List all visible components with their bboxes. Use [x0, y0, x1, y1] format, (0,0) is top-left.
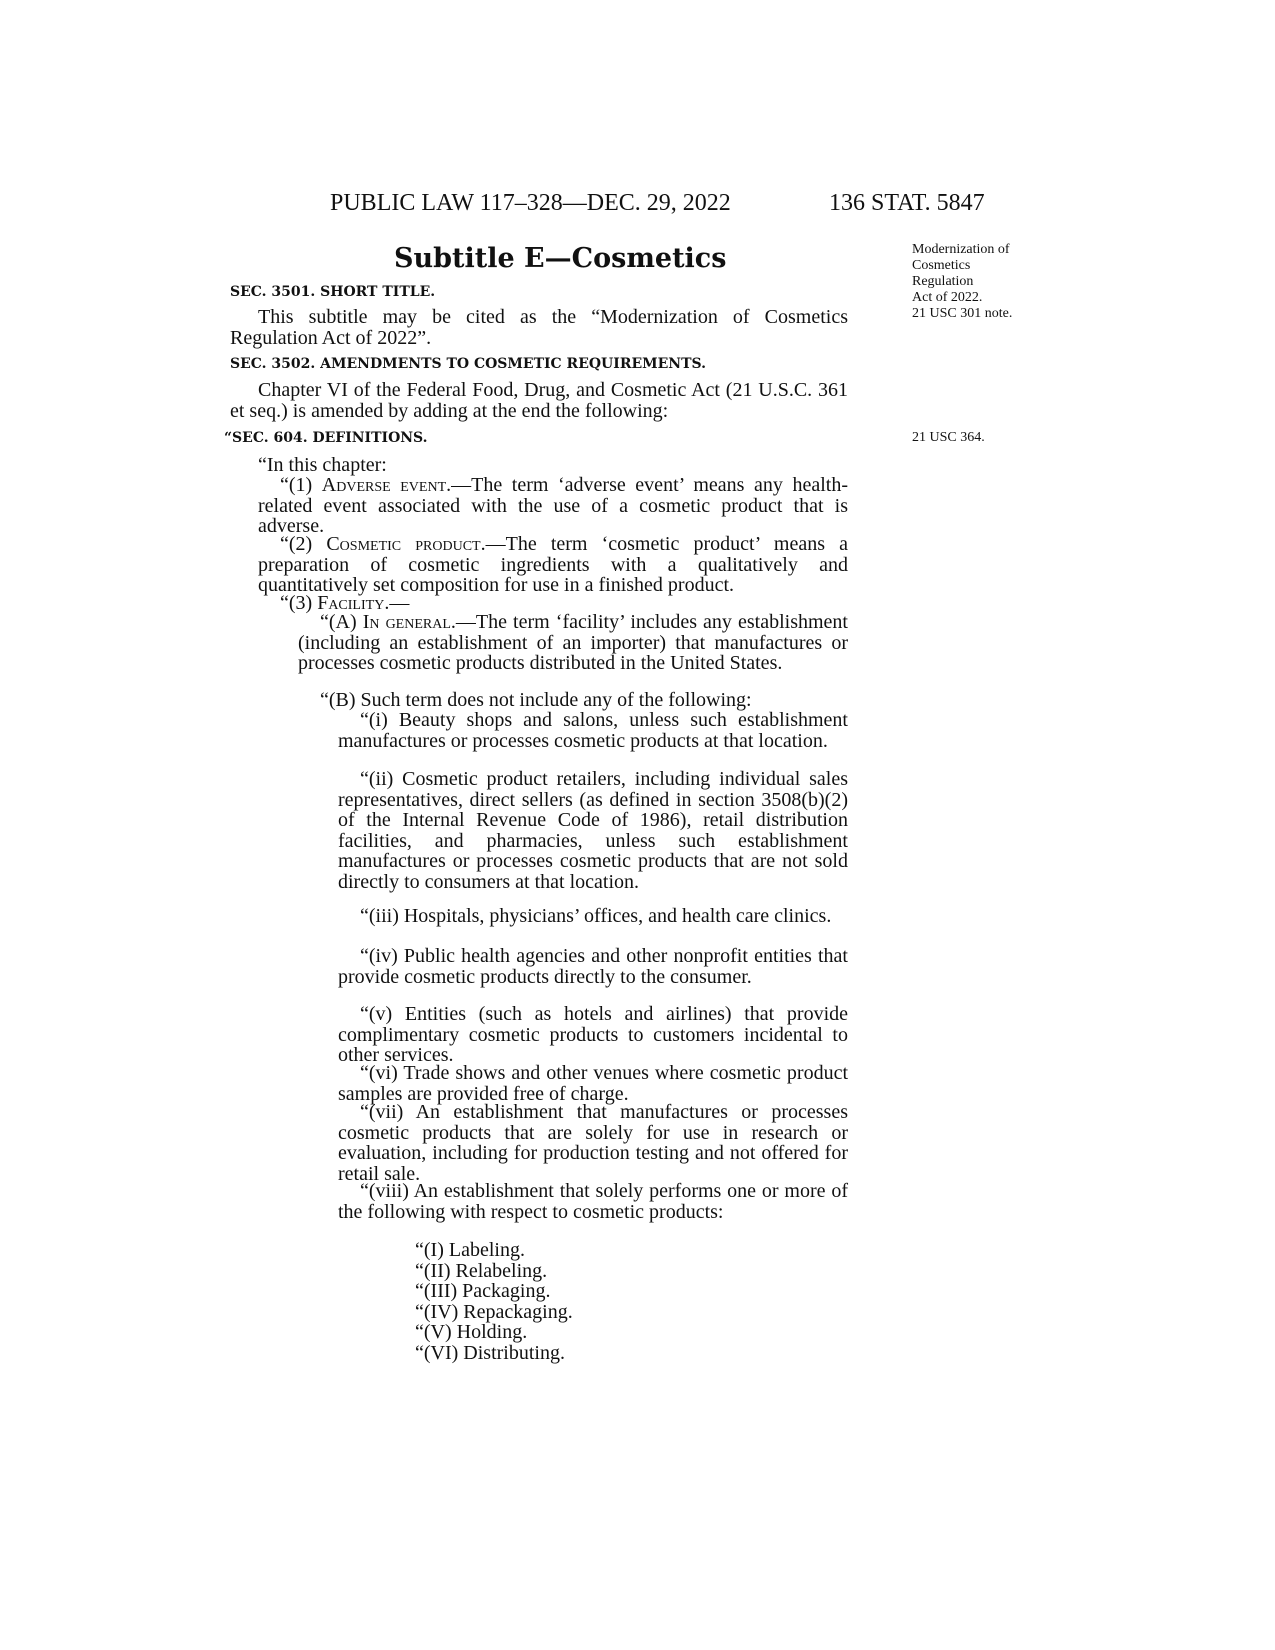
paragraph-1 — [258, 475, 848, 537]
subclause-item: “(IV) Repackaging. — [415, 1300, 573, 1323]
section-3502-heading: SEC. 3502. AMENDMENTS TO COSMETIC REQUIREMENTS. — [230, 356, 706, 372]
margin-note-line: Act of 2022. — [912, 290, 983, 305]
paragraph-3-text: .— — [384, 592, 410, 614]
subclause-item: “(I) Labeling. — [415, 1239, 525, 1261]
subclause-item: “(II) Relabeling. — [415, 1259, 548, 1282]
margin-note-line: Modernization of — [912, 242, 1010, 257]
section-3501-heading: SEC. 3501. SHORT TITLE. — [230, 284, 436, 300]
section-3501-paragraph: This subtitle may be cited as the “Modernization of Cosmetics Regulation Act of 2022”. — [230, 306, 848, 349]
clause-ii: “(ii) Cosmetic product retailers, including individual sales representatives, direct sellers (as defined in section 3508(b)(2) of the Internal Revenue Code of 1986), retail distribution facilities, and pharmacies, unless such establishment manufactures or processes cosmetic products that are not sold directly to consumers at that location. — [338, 768, 848, 893]
clause-iii: “(iii) Hospitals, physicians’ offices, and health care clinics. — [360, 905, 832, 927]
section-3501-text — [230, 306, 848, 349]
margin-note-line: 21 USC 301 note. — [912, 306, 1013, 321]
paragraph-2-number: “(2) — [280, 533, 313, 555]
paragraph-3-caption: Facility — [317, 592, 385, 614]
paragraph-B: “(B) Such term does not include any of the following: — [320, 689, 752, 711]
margin-note-definitions: 21 USC 364. — [912, 430, 985, 445]
clause-viii: “(viii) An establishment that solely performs one or more of the following with respect to cosmetic products: — [338, 1180, 848, 1223]
paragraph-A-number: “(A) — [320, 611, 357, 633]
paragraph-2 — [258, 534, 848, 596]
clause-iv: “(iv) Public health agencies and other nonprofit entities that provide cosmetic products directly to the consumer. — [338, 945, 848, 988]
section-604-heading: “SEC. 604. DEFINITIONS. — [224, 430, 428, 446]
paragraph-A — [298, 612, 848, 674]
subclause-item: “(III) Packaging. — [415, 1280, 551, 1302]
paragraph-1-caption: Adverse event — [321, 474, 447, 496]
page-number: 136 STAT. 5847 — [829, 190, 985, 216]
margin-note-line: Regulation — [912, 274, 974, 289]
clause-v: “(v) Entities (such as hotels and airlines) that provide complimentary cosmetic products to customers incidental to other services. — [338, 1003, 848, 1066]
margin-note-line: Cosmetics — [912, 258, 971, 273]
subclause-list — [415, 1240, 848, 1363]
paragraph-1-text: .—The term ‘adverse event’ means any health-related event associated with the use of a cosmetic product that is adverse. — [258, 474, 848, 537]
margin-note-short-title — [912, 242, 1112, 322]
paragraph-A-caption: In general — [362, 611, 451, 633]
intro-line: “In this chapter: — [258, 454, 387, 476]
subclause-item: “(VI) Distributing. — [415, 1341, 565, 1364]
paragraph-3-number: “(3) — [280, 592, 313, 614]
paragraph-A-text: .—The term ‘facility’ includes any establishment (including an establishment of an importer) that manufactures or processes cosmetic products distributed in the United States. — [298, 611, 848, 674]
paragraph-2-text: .—The term ‘cosmetic product’ means a preparation of cosmetic ingredients with a qualitatively and quantitatively set composition for use in a finished product. — [258, 533, 848, 596]
subclause-item: “(V) Holding. — [415, 1321, 528, 1343]
paragraph-2-caption: Cosmetic product — [326, 533, 481, 555]
subtitle-heading: Subtitle E—Cosmetics — [394, 243, 727, 274]
clause-vi: “(vi) Trade shows and other venues where cosmetic product samples are provided free of charge. — [338, 1062, 848, 1105]
clause-vii: “(vii) An establishment that manufactures or processes cosmetic products that are solely for use in research or evaluation, including for production testing and not offered for retail sale. — [338, 1101, 848, 1185]
clause-i: “(i) Beauty shops and salons, unless such establishment manufactures or processes cosmetic products at that location. — [338, 709, 848, 752]
section-3502-text: Chapter VI of the Federal Food, Drug, and Cosmetic Act (21 U.S.C. 361 et seq.) is amended by adding at the end the following: — [230, 379, 848, 422]
paragraph-1-number: “(1) — [280, 474, 313, 496]
running-header-left: PUBLIC LAW 117–328—DEC. 29, 2022 — [330, 190, 731, 216]
